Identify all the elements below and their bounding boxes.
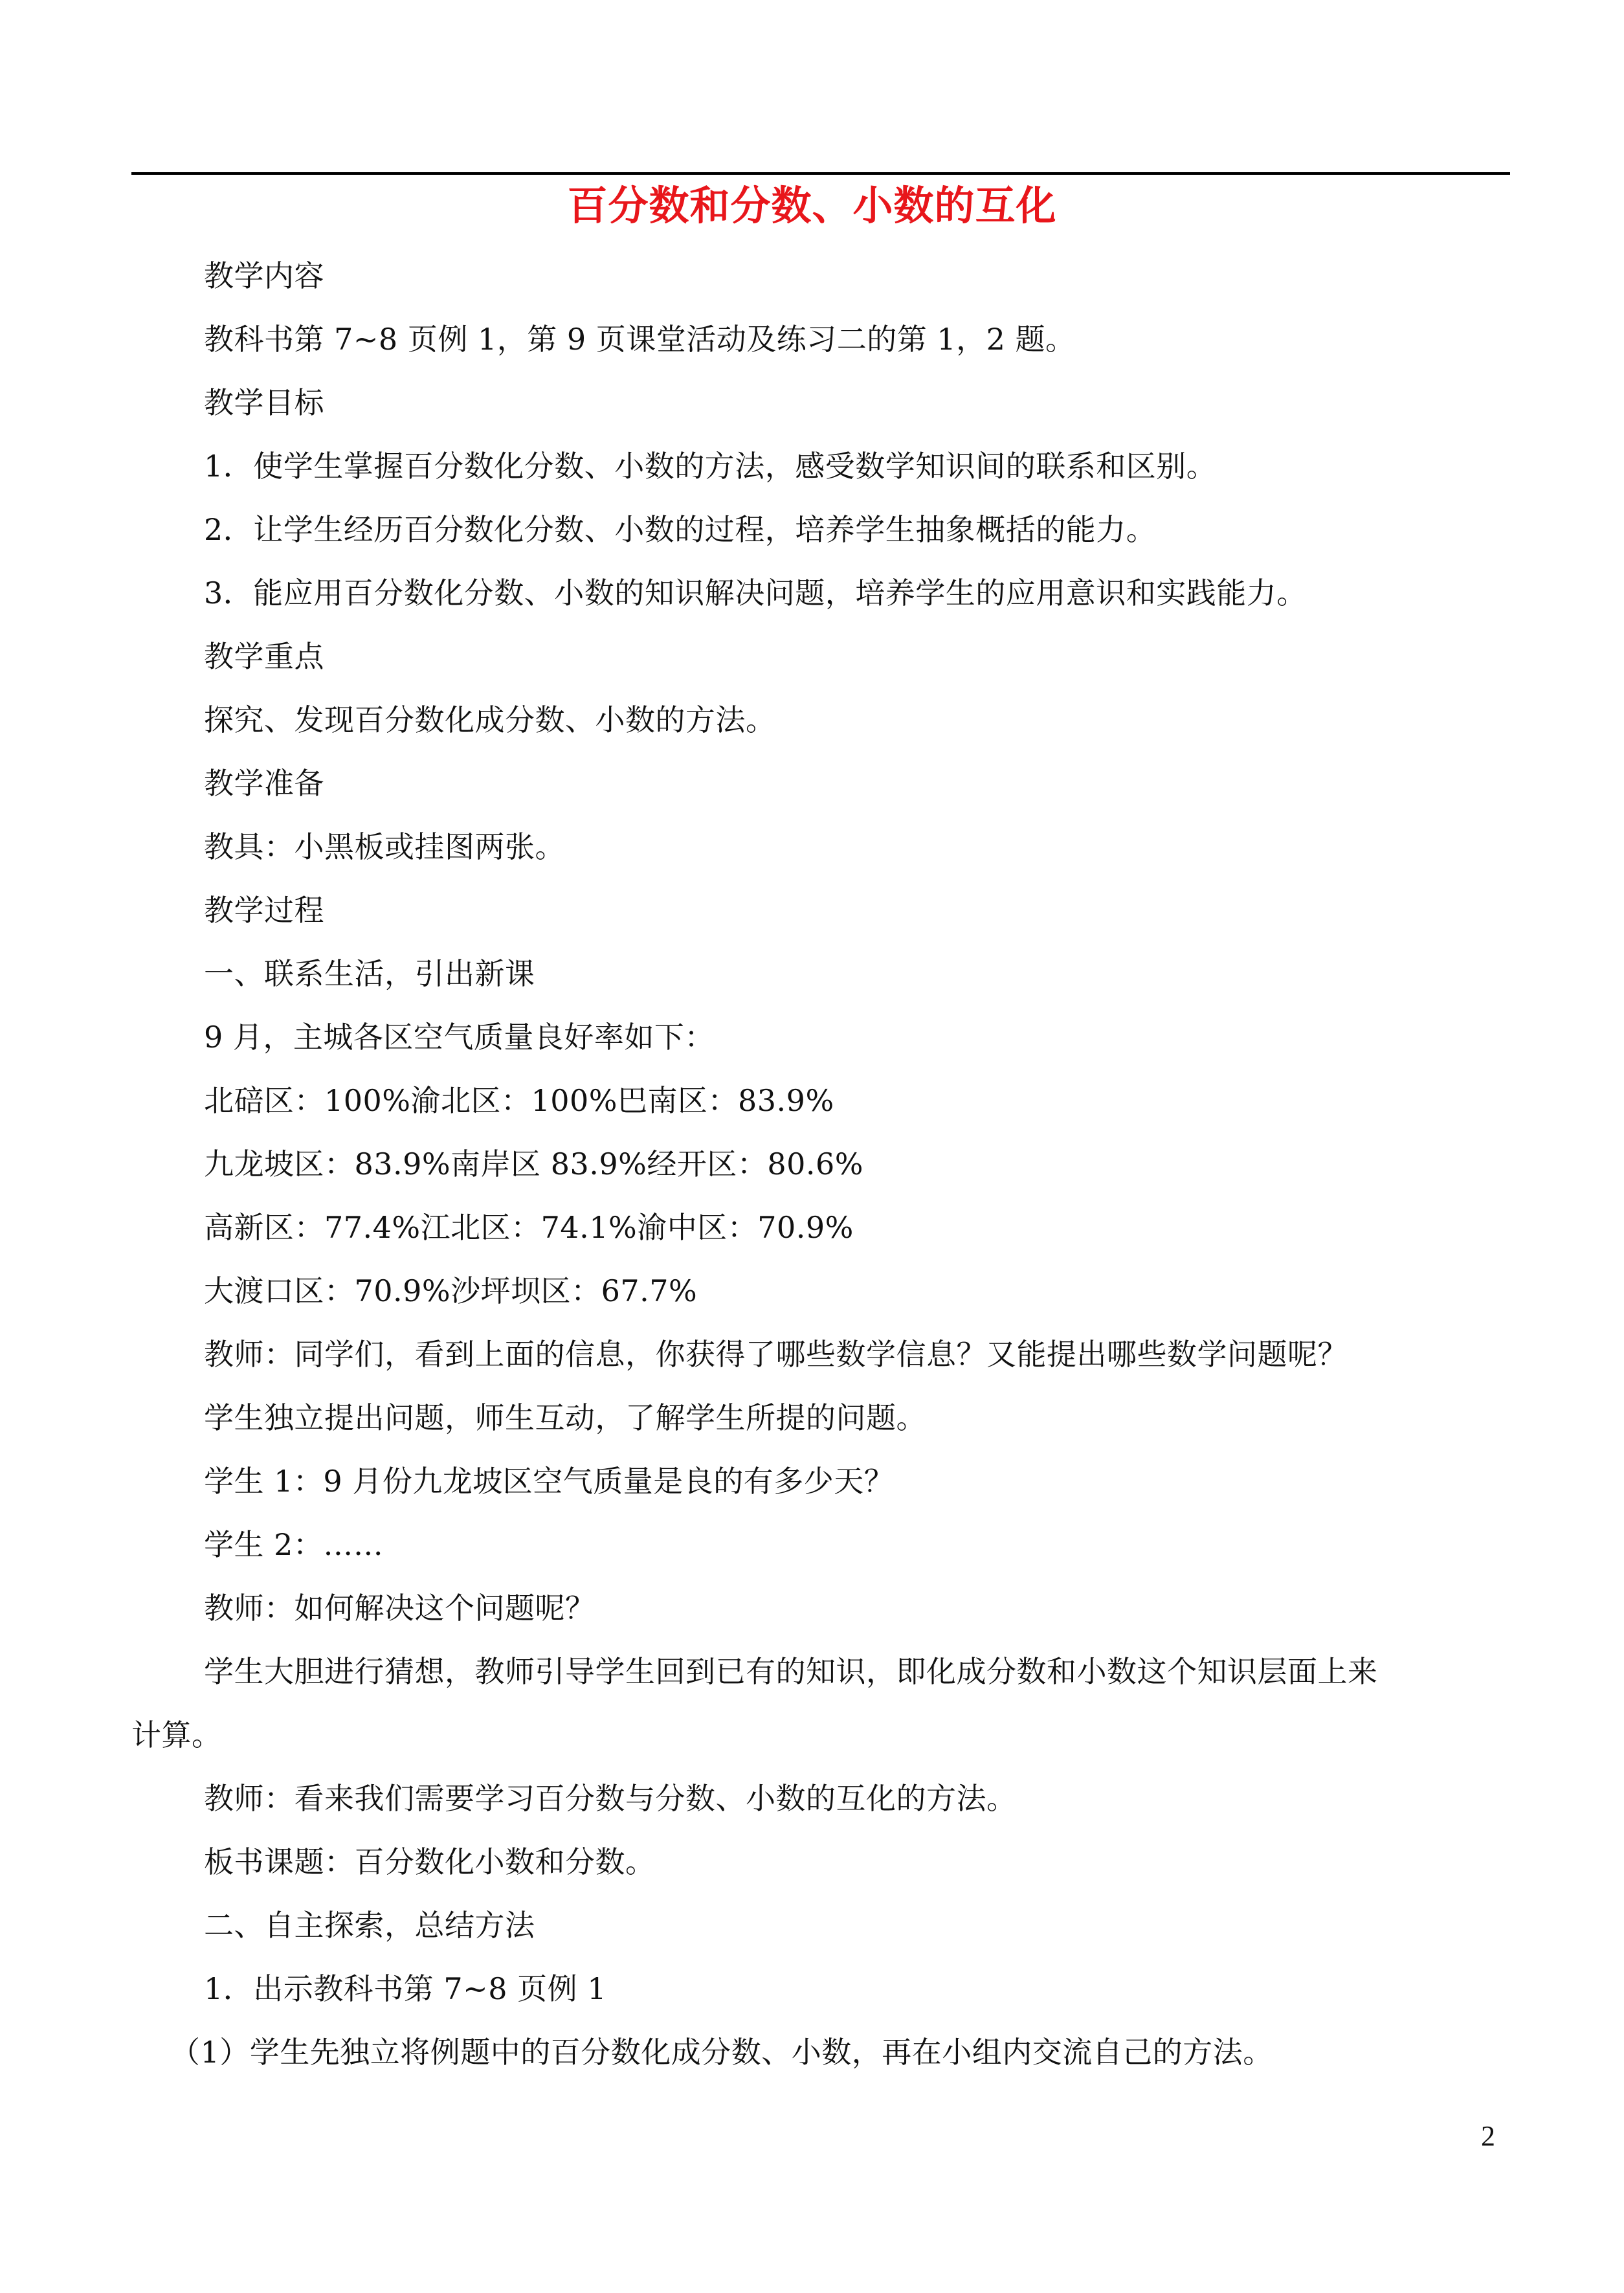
document-title: 百分数和分数、小数的互化 <box>567 182 1057 229</box>
paragraph: 探究、发现百分数化成分数、小数的方法。 <box>204 702 776 737</box>
paragraph-continuation: 计算。 <box>131 1717 222 1752</box>
document-body <box>131 244 1510 2084</box>
heading-key-points: 教学重点 <box>204 639 324 674</box>
page-number: 2 <box>1481 2120 1495 2152</box>
data-line: 高新区：77.4%江北区：74.1%渝中区：70.9% <box>204 1210 854 1245</box>
section-heading: 二、自主探索，总结方法 <box>204 1908 535 1943</box>
list-item: 1．出示教科书第 7~8 页例 1 <box>204 1971 606 2006</box>
paragraph: 教具：小黑板或挂图两张。 <box>204 829 565 864</box>
heading-teaching-goals: 教学目标 <box>204 385 324 420</box>
list-item: 3．能应用百分数化分数、小数的知识解决问题，培养学生的应用意识和实践能力。 <box>204 576 1307 610</box>
list-item: （1）学生先独立将例题中的百分数化成分数、小数，再在小组内交流自己的方法。 <box>170 2035 1273 2070</box>
heading-preparation: 教学准备 <box>204 766 324 801</box>
paragraph: 教师：同学们，看到上面的信息，你获得了哪些数学信息？又能提出哪些数学问题呢？ <box>204 1337 1348 1372</box>
paragraph: 教科书第 7~8 页例 1，第 9 页课堂活动及练习二的第 1，2 题。 <box>204 322 1076 357</box>
paragraph: 教师：看来我们需要学习百分数与分数、小数的互化的方法。 <box>204 1781 1017 1816</box>
paragraph: 学生独立提出问题，师生互动，了解学生所提的问题。 <box>204 1400 926 1435</box>
section-heading: 一、联系生活，引出新课 <box>204 956 535 991</box>
data-line: 大渡口区：70.9%沙坪坝区：67.7% <box>204 1273 698 1308</box>
heading-teaching-process: 教学过程 <box>204 893 324 928</box>
data-line: 九龙坡区：83.9%南岸区 83.9%经开区：80.6% <box>204 1146 864 1181</box>
paragraph: 学生大胆进行猜想，教师引导学生回到已有的知识，即化成分数和小数这个知识层面上来 <box>204 1654 1378 1689</box>
paragraph: 学生 1：9 月份九龙坡区空气质量是良的有多少天？ <box>204 1464 895 1499</box>
list-item: 1．使学生掌握百分数化分数、小数的方法，感受数学知识间的联系和区别。 <box>204 449 1217 484</box>
paragraph: 教师：如何解决这个问题呢？ <box>204 1591 595 1626</box>
paragraph: 9 月，主城各区空气质量良好率如下： <box>204 1020 715 1055</box>
paragraph: 板书课题：百分数化小数和分数。 <box>204 1844 656 1879</box>
list-item: 2．让学生经历百分数化分数、小数的过程，培养学生抽象概括的能力。 <box>204 512 1157 547</box>
paragraph: 学生 2：…… <box>204 1527 384 1562</box>
data-line: 北碚区：100%渝北区：100%巴南区：83.9% <box>204 1083 834 1118</box>
heading-teaching-content: 教学内容 <box>204 258 324 293</box>
